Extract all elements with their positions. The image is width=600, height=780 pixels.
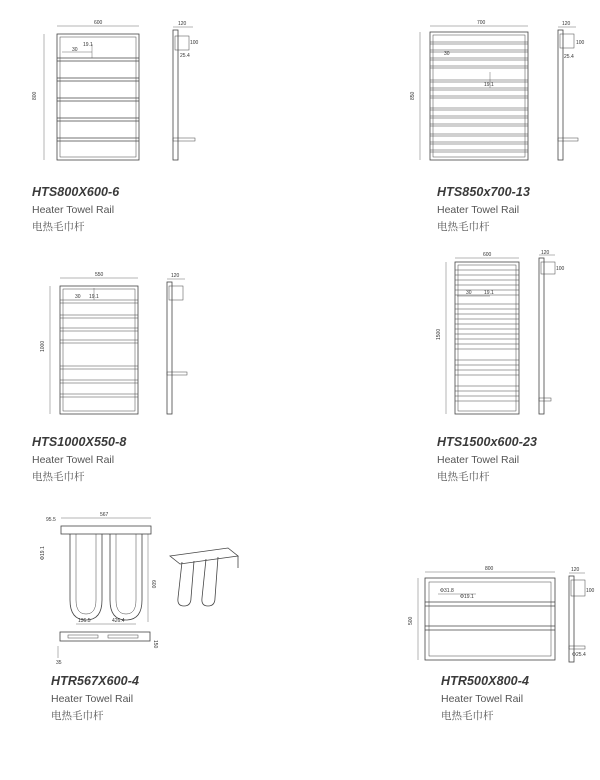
dim-height-3: 1000 xyxy=(40,340,46,352)
rails-2 xyxy=(430,42,528,152)
dim-depth-4: 120 xyxy=(541,250,550,256)
product-cn-1: 电热毛巾杆 xyxy=(32,221,85,233)
dim-d5-5: 35 xyxy=(56,660,62,666)
product-cn-2: 电热毛巾杆 xyxy=(437,221,490,233)
product-cn-3: 电热毛巾杆 xyxy=(32,471,85,483)
drawing-hts1000x550-8 xyxy=(50,278,187,414)
dim-depth-1: 120 xyxy=(178,21,187,27)
dim-height-2: 850 xyxy=(410,91,416,100)
dim-width-2: 700 xyxy=(477,20,486,26)
rails-1 xyxy=(57,58,139,141)
dim-d1-4: 30 xyxy=(466,290,472,296)
rails-3 xyxy=(60,300,138,397)
product-code-5: HTR567X600-4 xyxy=(51,674,140,688)
dim-d2-4: 19.1 xyxy=(484,290,494,296)
front-frame-3 xyxy=(60,286,138,414)
dim-d6-5: 150 xyxy=(152,640,158,649)
dim-height-4: 1500 xyxy=(436,328,442,340)
dim-d2-2: 19.1 xyxy=(484,82,494,88)
product-desc-5: Heater Towel Rail xyxy=(51,693,134,705)
dim-d2-1: 19.1 xyxy=(83,42,93,48)
dim-d2-5: Φ19.1 xyxy=(40,546,46,560)
dim-d4-2: 100 xyxy=(576,40,585,46)
product-code-6: HTR500X800-4 xyxy=(441,674,530,688)
dim-d3-6: 100 xyxy=(586,588,595,594)
product-cn-6: 电热毛巾杆 xyxy=(441,710,494,722)
dim-d1-6: Φ31.8 xyxy=(440,588,454,594)
dim-d1-2: 30 xyxy=(444,51,450,57)
plan-view-5 xyxy=(60,632,150,641)
drawing-hts850x700-13 xyxy=(420,26,578,160)
drawing-htr500x800-4 xyxy=(418,572,585,662)
dim-width-3: 550 xyxy=(95,272,104,278)
perspective-view-5 xyxy=(170,548,238,606)
dim-width-5: 567 xyxy=(100,512,109,518)
u-tube-right xyxy=(110,534,142,620)
dim-height-6: 500 xyxy=(408,616,414,625)
dim-d1-3: 30 xyxy=(75,294,81,300)
rails-6 xyxy=(425,602,555,630)
drawing-htr567x600-4 xyxy=(58,518,238,658)
top-bar-5 xyxy=(61,526,151,534)
dim-d3-5: 136.5 xyxy=(78,618,91,624)
dim-d1-1: 30 xyxy=(72,47,78,53)
product-cn-4: 电热毛巾杆 xyxy=(437,471,490,483)
dim-depth-6: 120 xyxy=(571,567,580,573)
dim-d3-1: 25.4 xyxy=(180,53,190,59)
dim-width-1: 600 xyxy=(94,20,103,26)
dim-depth-3: 120 xyxy=(171,273,180,279)
side-profile-2 xyxy=(558,30,563,160)
side-profile-1 xyxy=(173,30,178,160)
product-code-1: HTS800X600-6 xyxy=(32,185,120,199)
dim-height-1: 800 xyxy=(32,91,38,100)
dim-d3-2: 25.4 xyxy=(564,54,574,60)
dim-width-6: 800 xyxy=(485,566,494,572)
dim-d1-5: 95.5 xyxy=(46,517,56,523)
dim-d2-3: 19.1 xyxy=(89,294,99,300)
drawing-hts1500x600-23 xyxy=(446,255,555,414)
dim-d4-5: 426.4 xyxy=(112,618,125,624)
u-tube-left xyxy=(70,534,102,620)
product-code-3: HTS1000X550-8 xyxy=(32,435,127,449)
dim-depth-2: 120 xyxy=(562,21,571,27)
side-profile-4 xyxy=(539,258,544,414)
product-desc-1: Heater Towel Rail xyxy=(32,204,115,216)
product-desc-6: Heater Towel Rail xyxy=(441,693,524,705)
product-code-2: HTS850x700-13 xyxy=(437,185,531,199)
dim-width-4: 600 xyxy=(483,252,492,258)
product-desc-4: Heater Towel Rail xyxy=(437,454,520,466)
product-desc-3: Heater Towel Rail xyxy=(32,454,115,466)
dim-d4-1: 100 xyxy=(190,40,199,46)
side-profile-3 xyxy=(167,282,172,414)
dim-d2-6: Φ19.1 xyxy=(460,594,474,600)
dim-height-5: 600 xyxy=(150,580,156,589)
dim-d4-4: 100 xyxy=(556,266,565,272)
drawing-hts800x600-6 xyxy=(44,26,195,160)
product-code-4: HTS1500x600-23 xyxy=(437,435,538,449)
dim-d4-6: Φ25.4 xyxy=(572,652,586,658)
product-desc-2: Heater Towel Rail xyxy=(437,204,520,216)
product-cn-5: 电热毛巾杆 xyxy=(51,710,104,722)
